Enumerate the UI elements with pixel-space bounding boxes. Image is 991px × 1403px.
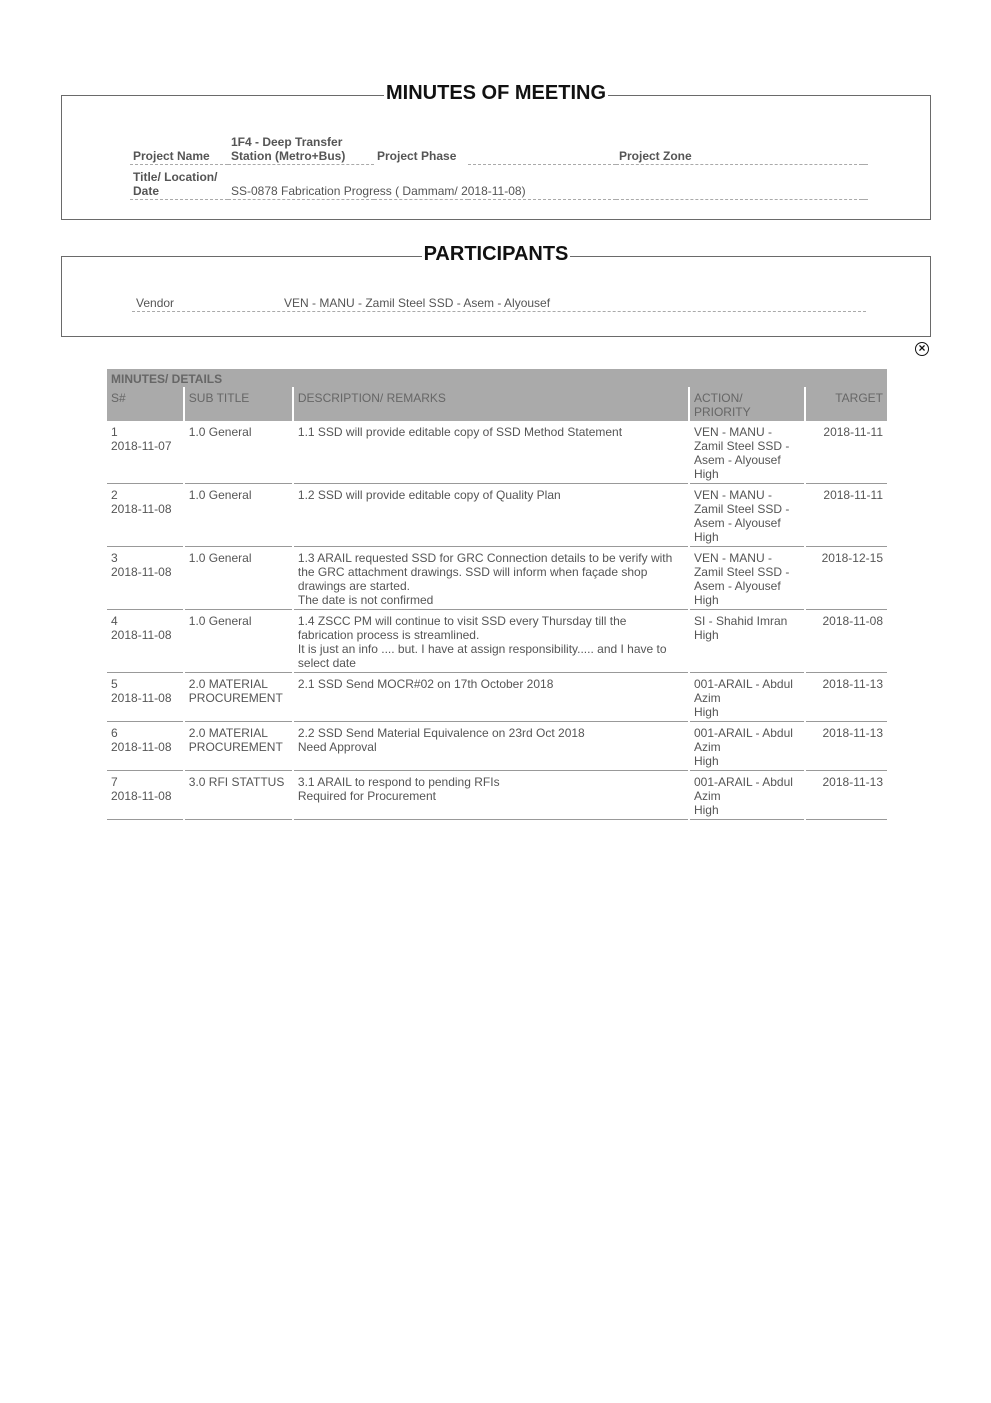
row-date: 2018-11-08 — [111, 740, 172, 754]
table-row — [107, 722, 887, 771]
title-location-date-value: SS-0878 Fabrication Progress ( Dammam/ 2018-11-08) — [228, 164, 868, 199]
row-priority: High — [693, 628, 719, 642]
row-date: 2018-11-08 — [111, 628, 172, 642]
vendor-label: Vendor — [136, 296, 175, 310]
row-target: 2018-12-15 — [806, 547, 887, 610]
row-date: 2018-11-08 — [111, 691, 172, 705]
minutes-details-table — [105, 369, 889, 820]
project-name-label: Project Name — [130, 132, 228, 164]
row-description: 1.2 SSD will provide editable copy of Quality Plan — [294, 484, 688, 547]
row-target: 2018-11-11 — [806, 484, 887, 547]
row-priority: High — [693, 705, 719, 719]
row-number: 6 — [111, 726, 118, 740]
header-target: TARGET — [806, 387, 887, 421]
project-zone-label: Project Zone — [616, 132, 862, 164]
header-description: DESCRIPTION/ REMARKS — [294, 387, 688, 421]
table-row — [107, 673, 887, 722]
row-date: 2018-11-08 — [111, 789, 172, 803]
participants-title: PARTICIPANTS — [423, 243, 569, 265]
table-row — [107, 771, 887, 820]
row-subtitle: 1.0 General — [185, 484, 292, 547]
row-date: 2018-11-07 — [111, 439, 172, 453]
row-action: VEN - MANU - Zamil Steel SSD - Asem - Alyousef — [693, 425, 790, 467]
row-number: 3 — [111, 551, 118, 565]
row-date: 2018-11-08 — [111, 502, 172, 516]
row-action: VEN - MANU - Zamil Steel SSD - Asem - Alyousef — [693, 488, 790, 530]
row-description: 1.4 ZSCC PM will continue to visit SSD every Thursday till the fabrication process is streamlined. It is just an info .... but. I have at assign responsibility..... and I have to select date — [294, 610, 688, 673]
row-subtitle: 2.0 MATERIAL PROCUREMENT — [185, 722, 292, 771]
row-subtitle: 3.0 RFI STATTUS — [185, 771, 292, 820]
table-row — [107, 610, 887, 673]
row-subtitle: 1.0 General — [185, 547, 292, 610]
minutes-details-title: MINUTES/ DETAILS — [107, 369, 887, 387]
row-date: 2018-11-08 — [111, 565, 172, 579]
row-number: 7 — [111, 775, 118, 789]
row-action: SI - Shahid Imran — [693, 614, 788, 628]
row-description: 1.1 SSD will provide editable copy of SSD Method Statement — [294, 421, 688, 484]
row-priority: High — [693, 593, 719, 607]
header-sno: S# — [107, 387, 183, 421]
row-priority: High — [693, 467, 719, 481]
table-row — [107, 421, 887, 484]
row-action: 001-ARAIL - Abdul Azim — [693, 726, 793, 754]
close-icon[interactable]: × — [915, 342, 929, 356]
project-phase-value — [468, 132, 616, 164]
minutes-of-meeting-section — [61, 82, 931, 220]
row-subtitle: 1.0 General — [185, 421, 292, 484]
project-zone-value — [862, 132, 868, 164]
table-header — [107, 387, 887, 421]
row-number: 1 — [111, 425, 118, 439]
project-info-table — [130, 132, 868, 200]
table-row — [107, 484, 887, 547]
row-target: 2018-11-11 — [806, 421, 887, 484]
vendor-row — [132, 296, 866, 312]
row-description: 2.2 SSD Send Material Equivalence on 23rd Oct 2018 Need Approval — [294, 722, 688, 771]
row-description: 3.1 ARAIL to respond to pending RFIs Required for Procurement — [294, 771, 688, 820]
row-priority: High — [693, 803, 719, 817]
row-target: 2018-11-13 — [806, 771, 887, 820]
row-number: 4 — [111, 614, 118, 628]
row-action: 001-ARAIL - Abdul Azim — [693, 677, 793, 705]
row-target: 2018-11-13 — [806, 722, 887, 771]
title-location-date-label: Title/ Location/ Date — [130, 164, 228, 199]
row-description: 1.3 ARAIL requested SSD for GRC Connection details to be verify with the GRC attachment drawings. SSD will inform when façade shop drawings are started. The date is not confirmed — [294, 547, 688, 610]
table-row — [107, 547, 887, 610]
project-phase-label: Project Phase — [377, 149, 457, 163]
row-action: 001-ARAIL - Abdul Azim — [693, 775, 793, 803]
row-subtitle: 2.0 MATERIAL PROCUREMENT — [185, 673, 292, 722]
row-target: 2018-11-13 — [806, 673, 887, 722]
project-name-value: 1F4 - Deep Transfer Station (Metro+Bus) — [228, 132, 374, 164]
row-priority: High — [693, 530, 719, 544]
row-action: VEN - MANU - Zamil Steel SSD - Asem - Alyousef — [693, 551, 790, 593]
header-action-priority: ACTION/ PRIORITY — [690, 387, 804, 421]
row-target: 2018-11-08 — [806, 610, 887, 673]
row-priority: High — [693, 754, 719, 768]
row-number: 5 — [111, 677, 118, 691]
vendor-value: VEN - MANU - Zamil Steel SSD - Asem - Alyousef — [284, 296, 551, 310]
participants-section — [61, 243, 931, 337]
header-subtitle: SUB TITLE — [185, 387, 292, 421]
minutes-of-meeting-title: MINUTES OF MEETING — [386, 82, 606, 104]
row-description: 2.1 SSD Send MOCR#02 on 17th October 2018 — [294, 673, 688, 722]
row-number: 2 — [111, 488, 118, 502]
row-subtitle: 1.0 General — [185, 610, 292, 673]
